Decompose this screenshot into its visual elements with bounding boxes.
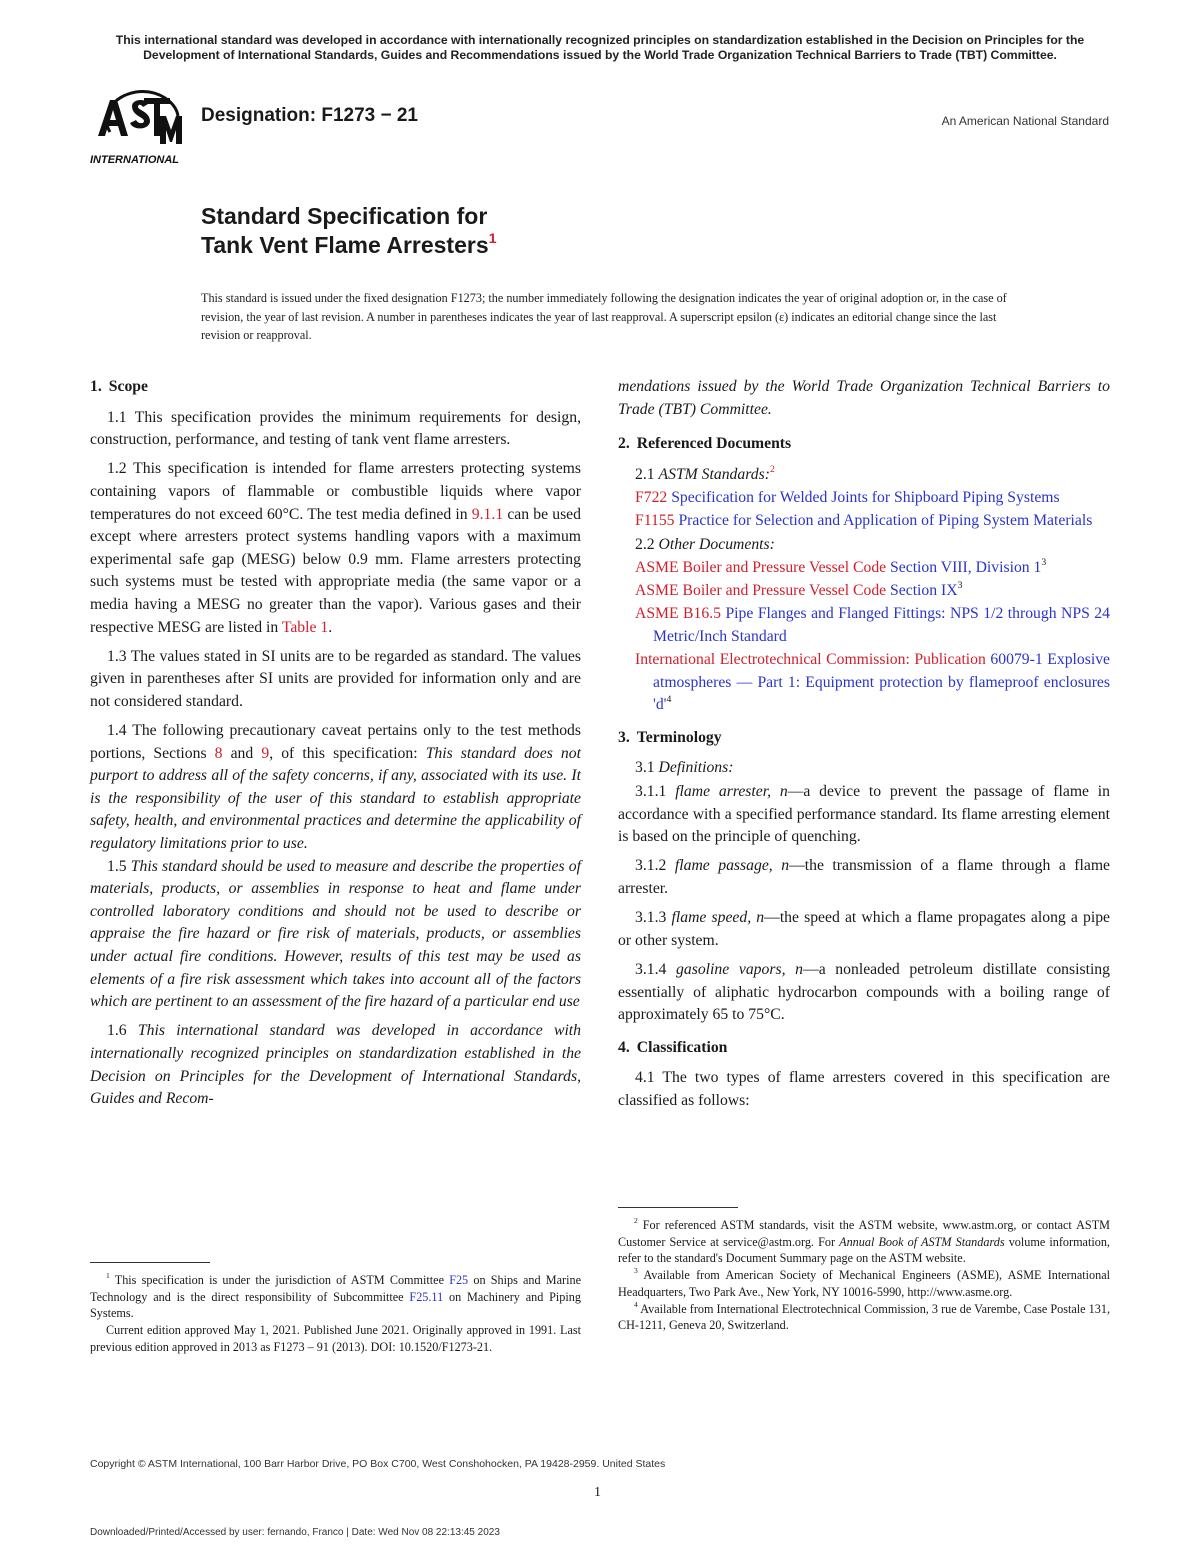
title-line-2 bbox=[201, 231, 497, 260]
designation: Designation: F1273 − 21 bbox=[201, 105, 418, 126]
footnote-marker: 1 bbox=[106, 1271, 110, 1281]
ref-asme-b16-5[interactable] bbox=[618, 603, 1110, 648]
section-heading-referenced-documents bbox=[618, 433, 1110, 456]
ref-title[interactable]: Practice for Selection and Application of Piping System Materials bbox=[674, 512, 1093, 530]
para-1-4 bbox=[90, 720, 581, 856]
footnote-ref-2[interactable]: 2 bbox=[769, 463, 775, 475]
term-flame-arrester bbox=[618, 781, 1110, 849]
footnote-3 bbox=[618, 1267, 1110, 1300]
footnote-4 bbox=[618, 1301, 1110, 1334]
term-flame-speed bbox=[618, 907, 1110, 952]
footnote-marker: 2 bbox=[634, 1216, 638, 1226]
label-italic: ASTM Standards: bbox=[658, 465, 770, 483]
para-text: can be used except where arresters protect systems handling vapors with a maximum experimental safe gap (MESG) below 0.9 mm. Flame arresters protecting such systems must be tested with appropriate media (the same vapor or a media having a MESG no greater than the vapor). Various gases and their respective MESG are listed in bbox=[90, 505, 581, 636]
ref-title[interactable]: Section VIII, Division 1 bbox=[890, 559, 1042, 577]
ref-f722[interactable] bbox=[618, 487, 1110, 510]
section-heading-scope bbox=[90, 376, 581, 399]
issue-note: This standard is issued under the fixed designation F1273; the number immediately following the designation indicates the year of original adoption or, in the case of revision, the year of last revision. A number in parentheses indicates the year of last reapproval. A superscript epsilon (ε) indicates an editorial change since the last revision or reapproval. bbox=[201, 291, 1007, 342]
para-text: 1.4 The following precautionary caveat pertains only to the test methods portions, Sections bbox=[90, 722, 581, 762]
section-title: Terminology bbox=[636, 728, 722, 746]
footnotes-right bbox=[618, 1217, 1110, 1334]
term-name: flame passage, n bbox=[674, 857, 790, 875]
footnote-1 bbox=[90, 1272, 581, 1322]
para-num: 3.1.3 bbox=[635, 909, 672, 927]
section-heading-terminology bbox=[618, 727, 1110, 750]
term-definition: —a device to prevent the passage of flame in accordance with a specified performance standard. Its flame arresting element is based on the principle of quenching. bbox=[618, 783, 1111, 846]
para-1-2 bbox=[90, 458, 581, 639]
right-column bbox=[618, 376, 1110, 1119]
title-line-1: Standard Specification for bbox=[201, 203, 488, 229]
para-text: , of this specification: bbox=[269, 744, 426, 762]
footnote-2 bbox=[618, 1217, 1110, 1267]
para-num: 3.1.2 bbox=[635, 857, 675, 875]
footnote-text: volume information, refer to the standard's Document Summary page on the ASTM website. bbox=[618, 1234, 1110, 1265]
para-italic: This standard should be used to measure and describe the properties of materials, products, or assemblies in response to heat and flame under controlled laboratory conditions and should not be used to describe or appraise the fire hazard or fire risk of materials, products, or assemblies under actual fire conditions. However, results of this test may be used as elements of a fire risk assessment which takes into account all of the factors which are pertinent to an assessment of the fire hazard of a particular end use bbox=[90, 857, 582, 1011]
footnote-marker: 4 bbox=[634, 1299, 638, 1309]
footnote-text: on Ships and Marine Technology and is the direct responsibility of Subcommittee bbox=[90, 1273, 581, 1304]
para-4-1: 4.1 The two types of flame arresters covered in this specification are classified as follows: bbox=[618, 1069, 1110, 1109]
term-gasoline-vapors bbox=[618, 959, 1110, 1027]
para-num: 3.1.4 bbox=[635, 960, 677, 978]
term-name: flame speed, n bbox=[671, 909, 765, 927]
footnote-ref-3[interactable]: 3 bbox=[1041, 556, 1047, 568]
section-num: 4. bbox=[618, 1038, 630, 1056]
footnote-ref-3[interactable]: 3 bbox=[957, 580, 963, 592]
top-notice: This international standard was developed in accordance with internationally recognized principles on standardization established in the Decision on Principles for the Development of International Standards, Guides and Recommendations issued by the World Trade Organization Technical Barriers to Trade (TBT) Committee. bbox=[115, 33, 1085, 62]
term-name: flame arrester, n bbox=[675, 783, 788, 800]
term-name: gasoline vapors, n bbox=[676, 960, 803, 978]
ref-code[interactable]: ASME B16.5 bbox=[635, 605, 726, 623]
footnotes-left bbox=[90, 1272, 581, 1356]
ref-title[interactable]: 60079-1 Explosive atmospheres — Part 1: Equipment protection by flameproof enclosures 'd' bbox=[653, 651, 1111, 714]
term-definition: —the transmission of a flame through a flame arrester. bbox=[618, 857, 1111, 897]
para-italic: This standard does not purport to address all of the safety concerns, if any, associated with its use. It is the responsibility of the user of this standard to establish appropriate safety, health, and environmental practices and determine the applicability of regulatory limitations prior to use. bbox=[90, 744, 581, 853]
ref-code[interactable]: F722 bbox=[635, 489, 668, 507]
para-text: and bbox=[222, 744, 262, 762]
footnote-rule-left bbox=[90, 1262, 210, 1263]
title-line-2-text: Tank Vent Flame Arresters bbox=[201, 232, 489, 258]
term-flame-passage bbox=[618, 855, 1110, 900]
title-footnote-ref[interactable]: 1 bbox=[488, 230, 497, 247]
ref-code[interactable]: ASME Boiler and Pressure Vessel Code bbox=[635, 559, 891, 577]
ref-title[interactable]: Pipe Flanges and Flanged Fittings: NPS 1/2 through NPS 24 Metric/Inch Standard bbox=[653, 605, 1110, 645]
para-1-1: 1.1 This specification provides the minimum requirements for design, construction, performance, and testing of tank vent flame arresters. bbox=[90, 408, 581, 449]
para-num: 1.6 bbox=[107, 1022, 138, 1040]
para-num: 3.1 bbox=[635, 759, 659, 777]
para-3-1 bbox=[618, 757, 1110, 780]
footnote-rule-right bbox=[618, 1207, 738, 1208]
astm-standards-label bbox=[618, 464, 1110, 487]
link-table-1[interactable]: Table 1 bbox=[281, 618, 329, 636]
ref-code[interactable]: International Electrotechnical Commission: Publication bbox=[635, 651, 991, 669]
para-num: 3.1.1 bbox=[635, 783, 676, 800]
section-num: 3. bbox=[618, 728, 630, 746]
para-italic: This international standard was developed in accordance with internationally recognized principles on standardization established in the Decision on Principles for the Development of International Standards, Guides and Recom- bbox=[90, 1022, 582, 1108]
logo-international-text: INTERNATIONAL bbox=[90, 154, 180, 166]
ref-code[interactable]: ASME Boiler and Pressure Vessel Code bbox=[635, 582, 891, 600]
label-italic: Definitions: bbox=[658, 759, 734, 777]
section-heading-classification bbox=[618, 1037, 1110, 1060]
footnote-text: Available from American Society of Mechanical Engineers (ASME), ASME International Headquarters, Two Park Ave., New York, NY 10016-5990, http://www.asme.org. bbox=[618, 1268, 1110, 1299]
term-definition: —a nonleaded petroleum distillate consisting essentially of aliphatic hydrocarbon compounds with a boiling range of approximately 65 to 75°C. bbox=[618, 960, 1110, 1024]
ref-asme-ix[interactable] bbox=[618, 580, 1110, 603]
term-definition: —the speed at which a flame propagates along a pipe or other system. bbox=[618, 909, 1110, 949]
ref-code[interactable]: F1155 bbox=[635, 512, 675, 530]
footnote-edition: Current edition approved May 1, 2021. Published June 2021. Originally approved in 1991. Last previous edition approved in 2013 as F1273 – 91 (2013). DOI: 10.1520/F1273-21. bbox=[90, 1323, 581, 1354]
american-national-standard: An American National Standard bbox=[941, 114, 1109, 128]
footnote-text: Available from International Electrotechnical Commission, 3 rue de Varembe, Case Postale 131, CH-1211, Geneva 20, Switzerland. bbox=[618, 1301, 1110, 1332]
para-text: . bbox=[328, 618, 333, 636]
para-1-3: 1.3 The values stated in SI units are to be regarded as standard. The values given in parentheses after SI units are provided for information only and are not considered standard. bbox=[90, 647, 581, 710]
para-1-6-continued: mendations issued by the World Trade Organization Technical Barriers to Trade (TBT) Committee. bbox=[618, 378, 1110, 418]
footnote-marker: 3 bbox=[634, 1266, 638, 1276]
footnote-text: on Machinery and Piping Systems. bbox=[90, 1289, 581, 1320]
ref-title[interactable]: Section IX bbox=[890, 582, 958, 600]
footnote-ref-4[interactable]: 4 bbox=[666, 694, 672, 706]
ref-asme-viii[interactable] bbox=[618, 557, 1110, 580]
footnote-text: This specification is under the jurisdiction of ASTM Committee bbox=[109, 1273, 450, 1287]
section-num: 2. bbox=[618, 435, 630, 453]
link-9-1-1[interactable]: 9.1.1 bbox=[471, 505, 504, 523]
ref-title[interactable]: Specification for Welded Joints for Shipboard Piping Systems bbox=[667, 489, 1060, 507]
download-stamp: Downloaded/Printed/Accessed by user: fernando, Franco | Date: Wed Nov 08 22:13:45 2023 bbox=[90, 1527, 500, 1538]
para-1-5 bbox=[90, 856, 581, 1014]
para-num: 2.2 bbox=[635, 535, 659, 553]
footnote-italic: Annual Book of ASTM Standards bbox=[839, 1234, 1005, 1249]
link-section-9[interactable]: 9 bbox=[261, 744, 270, 762]
footnote-text: For referenced ASTM standards, visit the ASTM website, www.astm.org, or contact ASTM Customer Service at service@astm.org. For bbox=[618, 1218, 1110, 1249]
link-committee-f25[interactable]: F25 bbox=[449, 1273, 469, 1287]
left-column bbox=[90, 376, 581, 1117]
para-num: 2.1 bbox=[635, 465, 659, 483]
para-text: 1.2 This specification is intended for flame arresters protecting systems containing vapors of flammable or combustible liquids where vapor temperatures do not exceed 60°C. The test media defined in bbox=[90, 460, 581, 523]
link-section-8[interactable]: 8 bbox=[214, 744, 223, 762]
section-title: Classification bbox=[636, 1038, 728, 1056]
section-title: Scope bbox=[108, 378, 148, 395]
other-documents-label bbox=[618, 534, 1110, 557]
ref-iec-60079-1[interactable] bbox=[618, 649, 1110, 717]
link-subcommittee-f25-11[interactable]: F25.11 bbox=[409, 1289, 444, 1304]
page-number: 1 bbox=[594, 1485, 601, 1500]
para-num: 1.5 bbox=[107, 857, 131, 875]
section-num: 1. bbox=[90, 378, 102, 395]
copyright-line: Copyright © ASTM International, 100 Barr Harbor Drive, PO Box C700, West Conshohocken, PA 19428-2959. United States bbox=[90, 1458, 666, 1470]
para-1-6 bbox=[90, 1020, 581, 1110]
astm-logo bbox=[88, 86, 190, 166]
label-italic: Other Documents: bbox=[658, 535, 775, 553]
section-title: Referenced Documents bbox=[636, 435, 792, 453]
ref-f1155[interactable] bbox=[618, 510, 1110, 533]
document-title bbox=[201, 202, 497, 260]
